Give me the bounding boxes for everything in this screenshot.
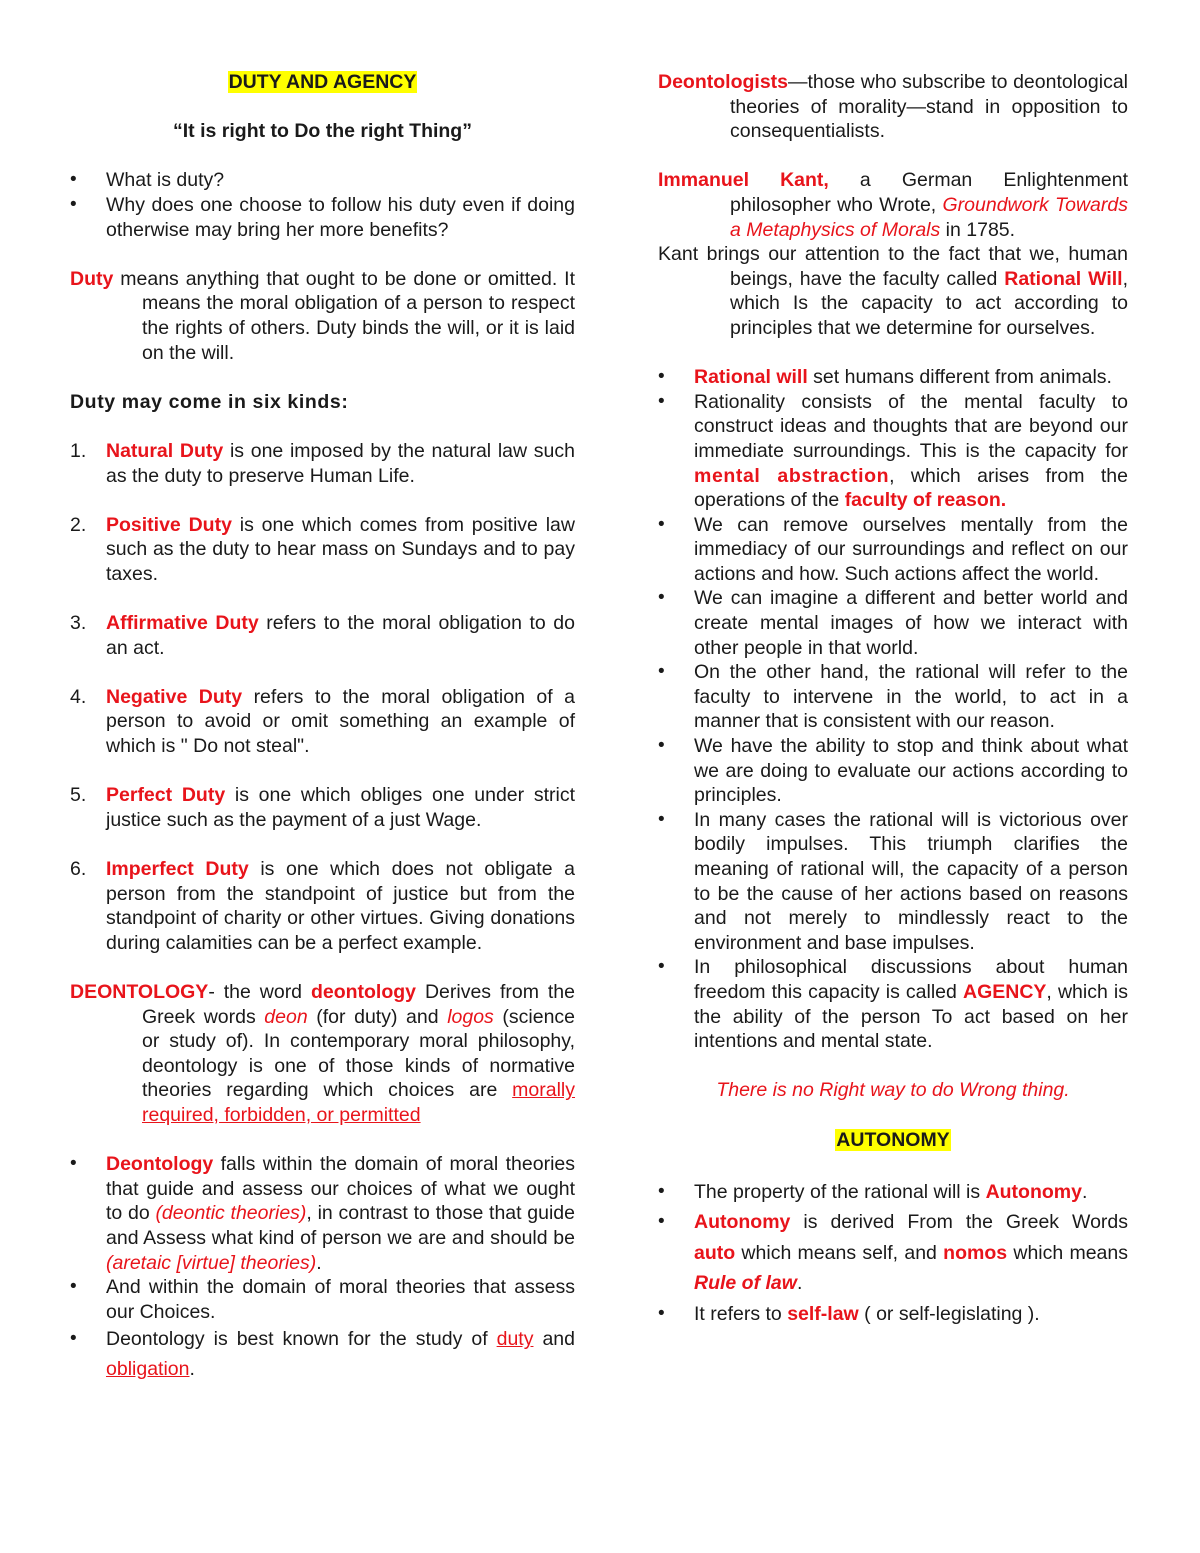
text: ( or self-legislating ).	[858, 1302, 1040, 1325]
bullet-item: • And within the domain of moral theories that assess our Choices.	[70, 1275, 575, 1324]
duty-kinds-list	[70, 439, 575, 955]
question-item: • What is duty?	[70, 168, 575, 193]
rational-will-term: Rational will	[694, 366, 808, 389]
groundwork-title: Groundwork Towards a Metaphysics of Morals	[730, 193, 1128, 241]
text: .	[796, 1272, 803, 1295]
deontology-definition	[70, 980, 575, 1128]
autonomy-title-line	[658, 1128, 1128, 1153]
text: in 1785.	[940, 218, 1016, 241]
text: Deontology is best known for the study of	[106, 1328, 497, 1351]
duty-kind-item	[70, 611, 575, 660]
deontic-theories: (deontic theories)	[155, 1202, 307, 1225]
choices-link[interactable]: morally required, forbidden, or permitted	[142, 1079, 575, 1126]
nomos-word: nomos	[943, 1241, 1008, 1264]
deontologists-definition	[658, 70, 1128, 144]
duty-kind-item	[70, 685, 575, 759]
text: .	[189, 1358, 195, 1381]
text: set humans different from animals.	[807, 366, 1112, 389]
duty-kind-term: Affirmative Duty	[106, 612, 259, 635]
item-number: 4.	[70, 685, 87, 708]
text: In philosophical discussions about human freedom this capacity is called	[694, 956, 1128, 1003]
bullet-item	[70, 1152, 575, 1275]
title-line	[70, 70, 575, 95]
autonomy-term: Autonomy	[985, 1180, 1082, 1203]
text: is derived From the Greek Words	[790, 1211, 1128, 1234]
text: which means	[1007, 1241, 1128, 1264]
text: (science or study of). In contemporary moral philosophy, deontology is one of those kinds of normative theories regarding which choices are	[142, 1005, 576, 1102]
text: a German Enlightenment philosopher who Wrote,	[730, 169, 1128, 216]
bullet-item	[658, 390, 1128, 513]
text: , in contrast to those that guide and Assess what kind of person we are and should be	[106, 1202, 575, 1249]
kant-term: Immanuel Kant,	[658, 169, 829, 192]
text: , which Is the capacity to act according to principles that we determine for ourselves.	[730, 267, 1128, 339]
deontology-term: Deontology	[106, 1153, 214, 1176]
bullet-item: • We can remove ourselves mentally from the immediacy of our surroundings and reflect on our actions and how. Such actions affect the world.	[658, 513, 1128, 587]
item-number: 6.	[70, 858, 87, 880]
duty-kind-term: Perfect Duty	[106, 784, 226, 807]
text: The property of the rational will is	[694, 1180, 986, 1203]
duty-kind-text: is one which comes from positive law such as the duty to hear mass on Sundays and to pay taxes.	[106, 513, 575, 585]
bullet-item: • We can imagine a different and better world and create mental images of how we interact with other people in that world.	[658, 586, 1128, 660]
kant-intro	[658, 168, 1128, 242]
deontologists-term: Deontologists	[658, 71, 788, 93]
duty-kind-text: is one imposed by the natural law such as the duty to preserve Human Life.	[106, 439, 575, 487]
deon-word: deon	[264, 1005, 308, 1028]
mental-abstraction-term: mental abstraction	[694, 464, 890, 487]
bullet-item	[658, 1177, 1128, 1208]
item-number: 3.	[70, 612, 87, 635]
text: Kant brings our attention to the fact that we, human beings, have the faculty called	[658, 243, 1128, 290]
deontology-term: DEONTOLOGY	[70, 980, 209, 1003]
duty-kind-term: Imperfect Duty	[106, 858, 249, 880]
rational-will-bullets	[658, 365, 1128, 1054]
duty-kind-text: refers to the moral obligation of a person to avoid or omit something an example of which is " Do not steal".	[106, 685, 575, 758]
rational-will-term: Rational Will	[1004, 267, 1123, 290]
six-kinds-heading: Duty may come in six kinds:	[70, 390, 349, 413]
bullet-item	[658, 955, 1128, 1053]
logos-word: logos	[447, 1005, 494, 1028]
text: and	[533, 1328, 575, 1351]
bullet-item: • On the other hand, the rational will refer to the faculty to intervene in the world, to act in a manner that is consistent with our reason.	[658, 660, 1128, 734]
duty-kind-item	[70, 857, 575, 955]
text: It refers to	[694, 1302, 788, 1325]
right-column	[658, 70, 1128, 1329]
question-list	[70, 168, 575, 242]
deontology-term-inline: deontology	[310, 980, 417, 1003]
text: Derives from the Greek words	[142, 980, 575, 1028]
bullet-item	[658, 1207, 1128, 1299]
text: which means self, and	[735, 1241, 944, 1264]
question-item: • Why does one choose to follow his duty even if doing otherwise may bring her more benefits?	[70, 193, 575, 242]
bullet-item	[658, 365, 1128, 390]
subtitle: “It is right to Do the right Thing”	[173, 120, 472, 143]
duty-kind-item	[70, 513, 575, 587]
agency-term: AGENCY	[962, 980, 1047, 1003]
autonomy-term: Autonomy	[694, 1211, 791, 1234]
left-column	[70, 70, 575, 1384]
text: falls within the domain of moral theories that guide and assess our choices of what we ought to do	[106, 1153, 575, 1225]
duty-kind-text: refers to the moral obligation to do an act.	[106, 612, 575, 659]
text: Rationality consists of the mental faculty to construct ideas and thoughts that are beyond our immediate surroundings. This is the capacity for	[694, 390, 1128, 462]
duty-term: Duty	[70, 267, 114, 290]
text: , which arises from the operations of the	[694, 464, 1128, 512]
duty-kind-term: Negative Duty	[106, 685, 243, 708]
autonomy-title: AUTONOMY	[836, 1128, 950, 1151]
page-title: DUTY AND AGENCY	[228, 71, 417, 93]
duty-definition	[70, 267, 575, 365]
duty-kind-term: Positive Duty	[106, 513, 232, 536]
duty-link[interactable]: duty	[496, 1328, 534, 1351]
duty-kind-text: is one which does not obligate a person from the standpoint of justice but from the standpoint of charity or other virtues. Giving donations during calamities can be a perfect example.	[106, 858, 575, 954]
text: , which is the ability of the person To act based on her intentions and mental state.	[694, 980, 1128, 1053]
text: (for duty) and	[307, 1005, 448, 1028]
duty-kind-item	[70, 439, 575, 488]
item-number: 5.	[70, 784, 87, 807]
aretaic-theories: (aretaic [virtue] theories)	[106, 1251, 317, 1274]
bullet-item	[70, 1324, 575, 1384]
faculty-of-reason-term: faculty of reason.	[844, 489, 1007, 512]
item-number: 2.	[70, 513, 87, 536]
self-law-term: self-law	[787, 1302, 859, 1325]
bullet-item: • In many cases the rational will is victorious over bodily impulses. This triumph clarifies the meaning of rational will, the capacity of a person to be the cause of her actions based on reasons and not merely to mindlessly react to the environment and base impulses.	[658, 808, 1128, 956]
kant-rational-will	[658, 242, 1128, 340]
rule-of-law-term: Rule of law	[694, 1272, 797, 1295]
text: .	[316, 1251, 322, 1274]
deontology-bullets	[70, 1152, 575, 1384]
text: —those who subscribe to deontological theories of morality—stand in opposition to consequentialists.	[730, 71, 1128, 143]
duty-kind-item	[70, 783, 575, 832]
autonomy-bullets	[658, 1177, 1128, 1330]
item-number: 1.	[70, 439, 87, 462]
bullet-item: • We have the ability to stop and think about what we are doing to evaluate our actions according to principles.	[658, 734, 1128, 808]
duty-kind-text: is one which obliges one under strict justice such as the payment of a just Wage.	[106, 784, 575, 831]
obligation-link[interactable]: obligation	[106, 1358, 190, 1381]
auto-word: auto	[694, 1241, 736, 1264]
text: .	[1081, 1180, 1088, 1203]
duty-kind-term: Natural Duty	[106, 439, 224, 462]
quote: There is no Right way to do Wrong thing.	[716, 1079, 1070, 1102]
duty-definition-text: means anything that ought to be done or omitted. It means the moral obligation of a person to respect the rights of others. Duty binds the will, or it is laid on the will.	[113, 267, 575, 364]
text: - the word	[208, 980, 311, 1003]
bullet-item	[658, 1299, 1128, 1330]
